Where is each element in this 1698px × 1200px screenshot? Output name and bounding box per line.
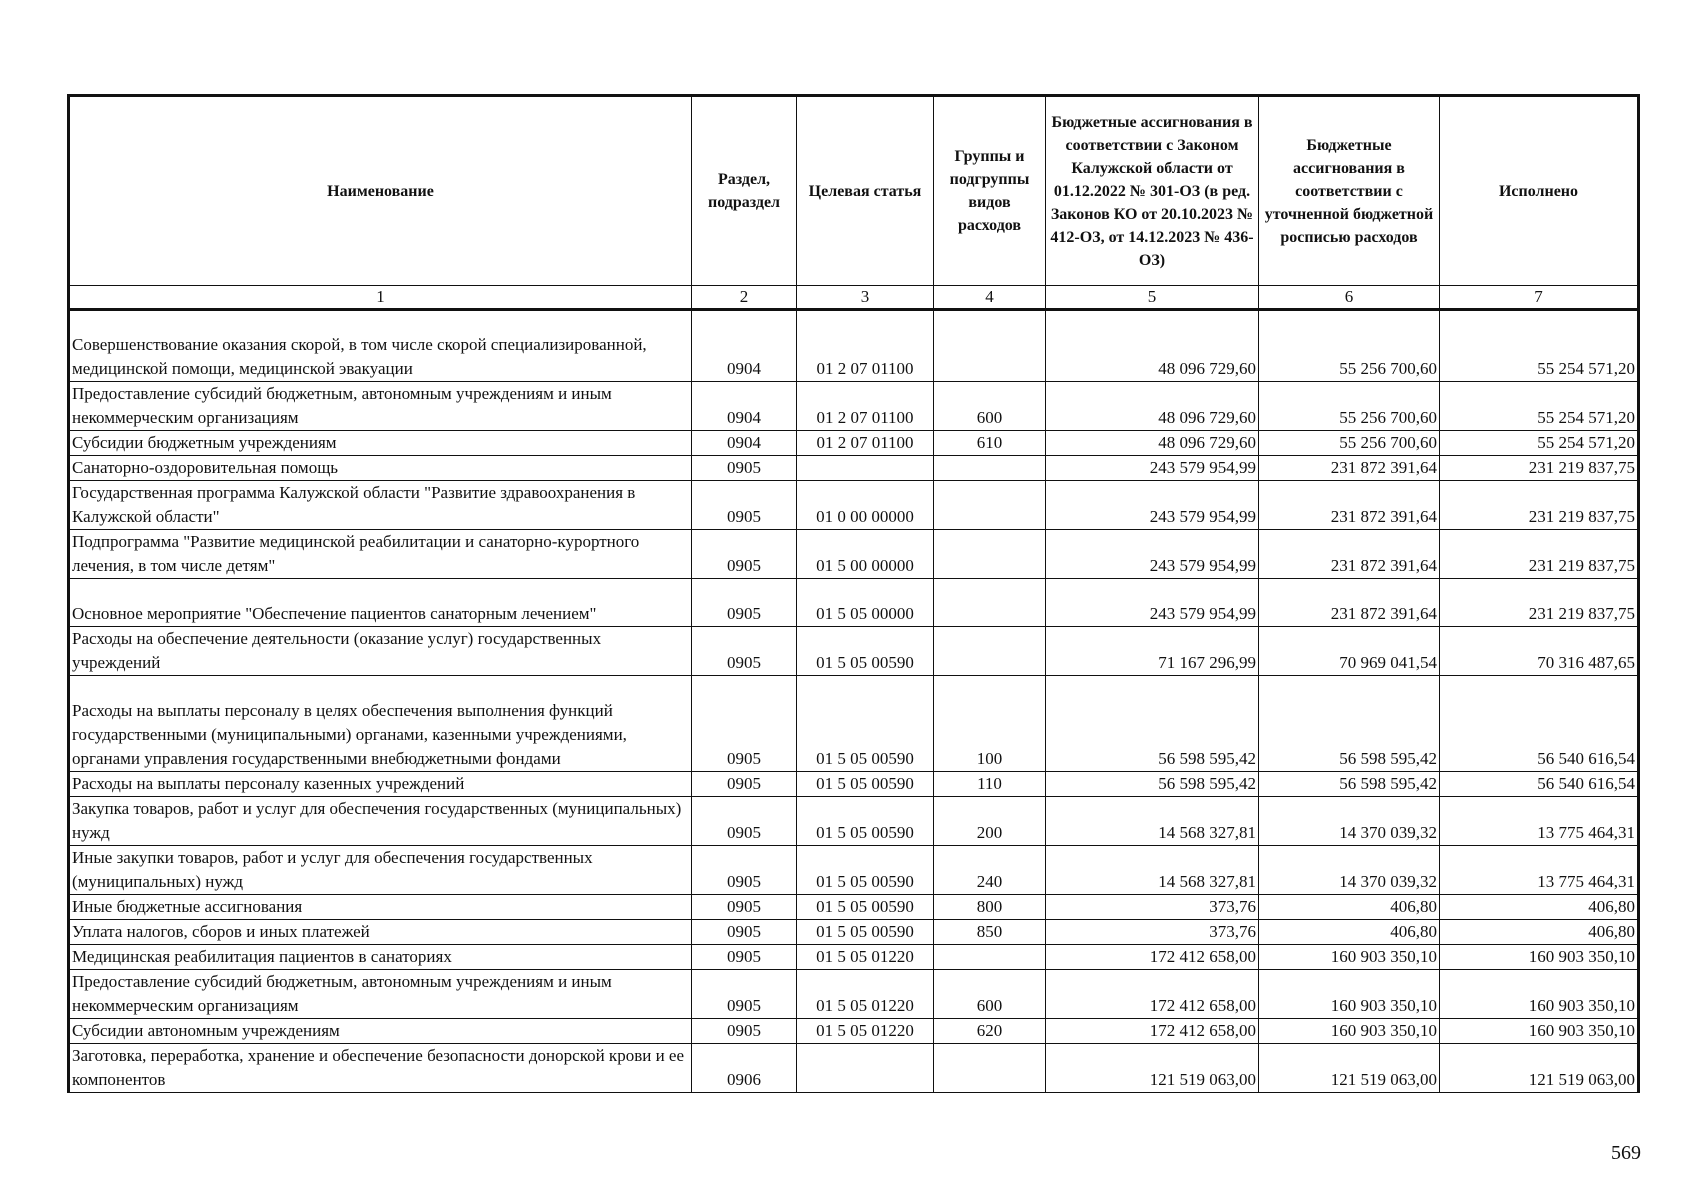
row-law-amount: 48 096 729,60 [1046, 431, 1259, 456]
row-law-amount: 373,76 [1046, 895, 1259, 920]
row-name: Уплата налогов, сборов и иных платежей [69, 920, 692, 945]
row-expense-group: 600 [934, 970, 1046, 1019]
table-row [69, 1044, 1639, 1093]
row-name: Заготовка, переработка, хранение и обеспечение безопасности донорской крови и ее компонентов [69, 1044, 692, 1093]
row-expense-group: 200 [934, 797, 1046, 846]
row-expense-group [934, 530, 1046, 579]
row-refined-amount: 160 903 350,10 [1259, 1019, 1440, 1044]
row-target-article: 01 5 05 01220 [797, 970, 934, 1019]
row-target-article: 01 5 05 01220 [797, 1019, 934, 1044]
column-number: 6 [1259, 286, 1440, 310]
row-refined-amount: 406,80 [1259, 895, 1440, 920]
row-expense-group: 240 [934, 846, 1046, 895]
header-name: Наименование [69, 96, 692, 286]
table-row [69, 772, 1639, 797]
header-refined-allocations: Бюджетные ассигнования в соответствии с уточненной бюджетной росписью расходов [1259, 96, 1440, 286]
row-refined-amount: 56 598 595,42 [1259, 772, 1440, 797]
row-section: 0904 [692, 310, 797, 382]
row-target-article: 01 2 07 01100 [797, 310, 934, 382]
row-section: 0905 [692, 970, 797, 1019]
row-law-amount: 243 579 954,99 [1046, 579, 1259, 627]
row-name: Основное мероприятие "Обеспечение пациентов санаторным лечением" [69, 579, 692, 627]
column-number: 2 [692, 286, 797, 310]
row-law-amount: 243 579 954,99 [1046, 530, 1259, 579]
column-number-row [69, 286, 1639, 310]
row-law-amount: 243 579 954,99 [1046, 481, 1259, 530]
row-target-article: 01 5 05 00590 [797, 627, 934, 676]
table-row [69, 481, 1639, 530]
table-row [69, 797, 1639, 846]
table-row [69, 1019, 1639, 1044]
table-row [69, 530, 1639, 579]
row-expense-group [934, 627, 1046, 676]
row-executed-amount: 160 903 350,10 [1440, 945, 1639, 970]
row-executed-amount: 231 219 837,75 [1440, 530, 1639, 579]
row-refined-amount: 56 598 595,42 [1259, 676, 1440, 772]
row-refined-amount: 231 872 391,64 [1259, 579, 1440, 627]
row-law-amount: 71 167 296,99 [1046, 627, 1259, 676]
header-executed: Исполнено [1440, 96, 1639, 286]
row-refined-amount: 160 903 350,10 [1259, 945, 1440, 970]
row-target-article: 01 5 05 01220 [797, 945, 934, 970]
row-law-amount: 172 412 658,00 [1046, 970, 1259, 1019]
row-law-amount: 373,76 [1046, 920, 1259, 945]
row-expense-group: 800 [934, 895, 1046, 920]
row-section: 0904 [692, 382, 797, 431]
row-expense-group [934, 945, 1046, 970]
row-law-amount: 172 412 658,00 [1046, 945, 1259, 970]
row-section: 0905 [692, 627, 797, 676]
column-number: 3 [797, 286, 934, 310]
budget-table [67, 94, 1640, 1093]
row-section: 0905 [692, 772, 797, 797]
row-section: 0905 [692, 530, 797, 579]
table-row [69, 456, 1639, 481]
table-row [69, 579, 1639, 627]
row-section: 0905 [692, 1019, 797, 1044]
row-name: Иные закупки товаров, работ и услуг для обеспечения государственных (муниципальных) нужд [69, 846, 692, 895]
row-executed-amount: 231 219 837,75 [1440, 456, 1639, 481]
row-target-article: 01 5 00 00000 [797, 530, 934, 579]
row-name: Государственная программа Калужской области "Развитие здравоохранения в Калужской области" [69, 481, 692, 530]
column-number: 5 [1046, 286, 1259, 310]
row-target-article: 01 0 00 00000 [797, 481, 934, 530]
row-target-article: 01 5 05 00590 [797, 895, 934, 920]
row-name: Закупка товаров, работ и услуг для обеспечения государственных (муниципальных) нужд [69, 797, 692, 846]
row-expense-group: 600 [934, 382, 1046, 431]
row-executed-amount: 55 254 571,20 [1440, 431, 1639, 456]
row-name: Предоставление субсидий бюджетным, автономным учреждениям и иным некоммерческим организациям [69, 382, 692, 431]
row-name: Подпрограмма "Развитие медицинской реабилитации и санаторно-курортного лечения, в том числе детям" [69, 530, 692, 579]
row-law-amount: 56 598 595,42 [1046, 676, 1259, 772]
column-number: 4 [934, 286, 1046, 310]
row-law-amount: 14 568 327,81 [1046, 846, 1259, 895]
row-executed-amount: 56 540 616,54 [1440, 772, 1639, 797]
row-executed-amount: 13 775 464,31 [1440, 846, 1639, 895]
row-name: Предоставление субсидий бюджетным, автономным учреждениям и иным некоммерческим организациям [69, 970, 692, 1019]
row-executed-amount: 160 903 350,10 [1440, 1019, 1639, 1044]
row-target-article: 01 5 05 00000 [797, 579, 934, 627]
row-refined-amount: 55 256 700,60 [1259, 310, 1440, 382]
header-law-allocations: Бюджетные ассигнования в соответствии с Законом Калужской области от 01.12.2022 № 301-ОЗ (в ред. Законов КО от 20.10.2023 № 412-ОЗ, от 14.12.2023 № 436-ОЗ) [1046, 96, 1259, 286]
row-refined-amount: 231 872 391,64 [1259, 481, 1440, 530]
row-executed-amount: 55 254 571,20 [1440, 382, 1639, 431]
table-row [69, 920, 1639, 945]
column-number: 1 [69, 286, 692, 310]
row-executed-amount: 406,80 [1440, 895, 1639, 920]
row-section: 0905 [692, 797, 797, 846]
table-row [69, 676, 1639, 772]
row-expense-group: 100 [934, 676, 1046, 772]
row-law-amount: 48 096 729,60 [1046, 310, 1259, 382]
row-executed-amount: 406,80 [1440, 920, 1639, 945]
row-name: Субсидии автономным учреждениям [69, 1019, 692, 1044]
row-expense-group [934, 1044, 1046, 1093]
row-law-amount: 243 579 954,99 [1046, 456, 1259, 481]
row-law-amount: 121 519 063,00 [1046, 1044, 1259, 1093]
row-expense-group [934, 310, 1046, 382]
row-refined-amount: 406,80 [1259, 920, 1440, 945]
row-target-article [797, 1044, 934, 1093]
row-name: Медицинская реабилитация пациентов в санаториях [69, 945, 692, 970]
row-expense-group: 850 [934, 920, 1046, 945]
row-target-article: 01 5 05 00590 [797, 772, 934, 797]
row-executed-amount: 121 519 063,00 [1440, 1044, 1639, 1093]
table-row [69, 431, 1639, 456]
row-expense-group: 620 [934, 1019, 1046, 1044]
table-row [69, 382, 1639, 431]
row-refined-amount: 70 969 041,54 [1259, 627, 1440, 676]
row-name: Расходы на выплаты персоналу в целях обеспечения выполнения функций государственными (муниципальными) органами, казенными учреждениями, органами управления государственными внебюджетными фондами [69, 676, 692, 772]
header-expense-groups: Группы и подгруппы видов расходов [934, 96, 1046, 286]
row-executed-amount: 56 540 616,54 [1440, 676, 1639, 772]
row-refined-amount: 14 370 039,32 [1259, 797, 1440, 846]
row-refined-amount: 160 903 350,10 [1259, 970, 1440, 1019]
row-expense-group [934, 456, 1046, 481]
row-executed-amount: 231 219 837,75 [1440, 481, 1639, 530]
row-refined-amount: 55 256 700,60 [1259, 382, 1440, 431]
table-row [69, 945, 1639, 970]
row-refined-amount: 121 519 063,00 [1259, 1044, 1440, 1093]
row-target-article: 01 5 05 00590 [797, 846, 934, 895]
row-section: 0905 [692, 579, 797, 627]
header-target-article: Целевая статья [797, 96, 934, 286]
row-refined-amount: 55 256 700,60 [1259, 431, 1440, 456]
row-name: Санаторно-оздоровительная помощь [69, 456, 692, 481]
row-section: 0905 [692, 676, 797, 772]
table-row [69, 310, 1639, 382]
table-row [69, 846, 1639, 895]
row-law-amount: 14 568 327,81 [1046, 797, 1259, 846]
row-refined-amount: 14 370 039,32 [1259, 846, 1440, 895]
row-refined-amount: 231 872 391,64 [1259, 456, 1440, 481]
row-target-article: 01 2 07 01100 [797, 431, 934, 456]
row-expense-group: 610 [934, 431, 1046, 456]
row-name: Расходы на выплаты персоналу казенных учреждений [69, 772, 692, 797]
header-section: Раздел, подраздел [692, 96, 797, 286]
table-row [69, 970, 1639, 1019]
table-row [69, 895, 1639, 920]
row-executed-amount: 231 219 837,75 [1440, 579, 1639, 627]
row-law-amount: 48 096 729,60 [1046, 382, 1259, 431]
table-row [69, 627, 1639, 676]
row-section: 0905 [692, 945, 797, 970]
row-name: Расходы на обеспечение деятельности (оказание услуг) государственных учреждений [69, 627, 692, 676]
row-executed-amount: 55 254 571,20 [1440, 310, 1639, 382]
row-executed-amount: 13 775 464,31 [1440, 797, 1639, 846]
row-section: 0905 [692, 895, 797, 920]
row-expense-group [934, 481, 1046, 530]
row-expense-group [934, 579, 1046, 627]
row-section: 0905 [692, 846, 797, 895]
row-law-amount: 172 412 658,00 [1046, 1019, 1259, 1044]
row-law-amount: 56 598 595,42 [1046, 772, 1259, 797]
row-section: 0905 [692, 456, 797, 481]
row-section: 0904 [692, 431, 797, 456]
row-target-article: 01 2 07 01100 [797, 382, 934, 431]
row-section: 0906 [692, 1044, 797, 1093]
row-section: 0905 [692, 920, 797, 945]
row-name: Субсидии бюджетным учреждениям [69, 431, 692, 456]
row-section: 0905 [692, 481, 797, 530]
row-refined-amount: 231 872 391,64 [1259, 530, 1440, 579]
header-row [69, 96, 1639, 286]
page-number: 569 [1611, 1142, 1641, 1164]
row-executed-amount: 160 903 350,10 [1440, 970, 1639, 1019]
row-target-article [797, 456, 934, 481]
row-target-article: 01 5 05 00590 [797, 676, 934, 772]
row-target-article: 01 5 05 00590 [797, 920, 934, 945]
row-executed-amount: 70 316 487,65 [1440, 627, 1639, 676]
row-name: Совершенствование оказания скорой, в том числе скорой специализированной, медицинской помощи, медицинской эвакуации [69, 310, 692, 382]
row-name: Иные бюджетные ассигнования [69, 895, 692, 920]
row-target-article: 01 5 05 00590 [797, 797, 934, 846]
column-number: 7 [1440, 286, 1639, 310]
row-expense-group: 110 [934, 772, 1046, 797]
